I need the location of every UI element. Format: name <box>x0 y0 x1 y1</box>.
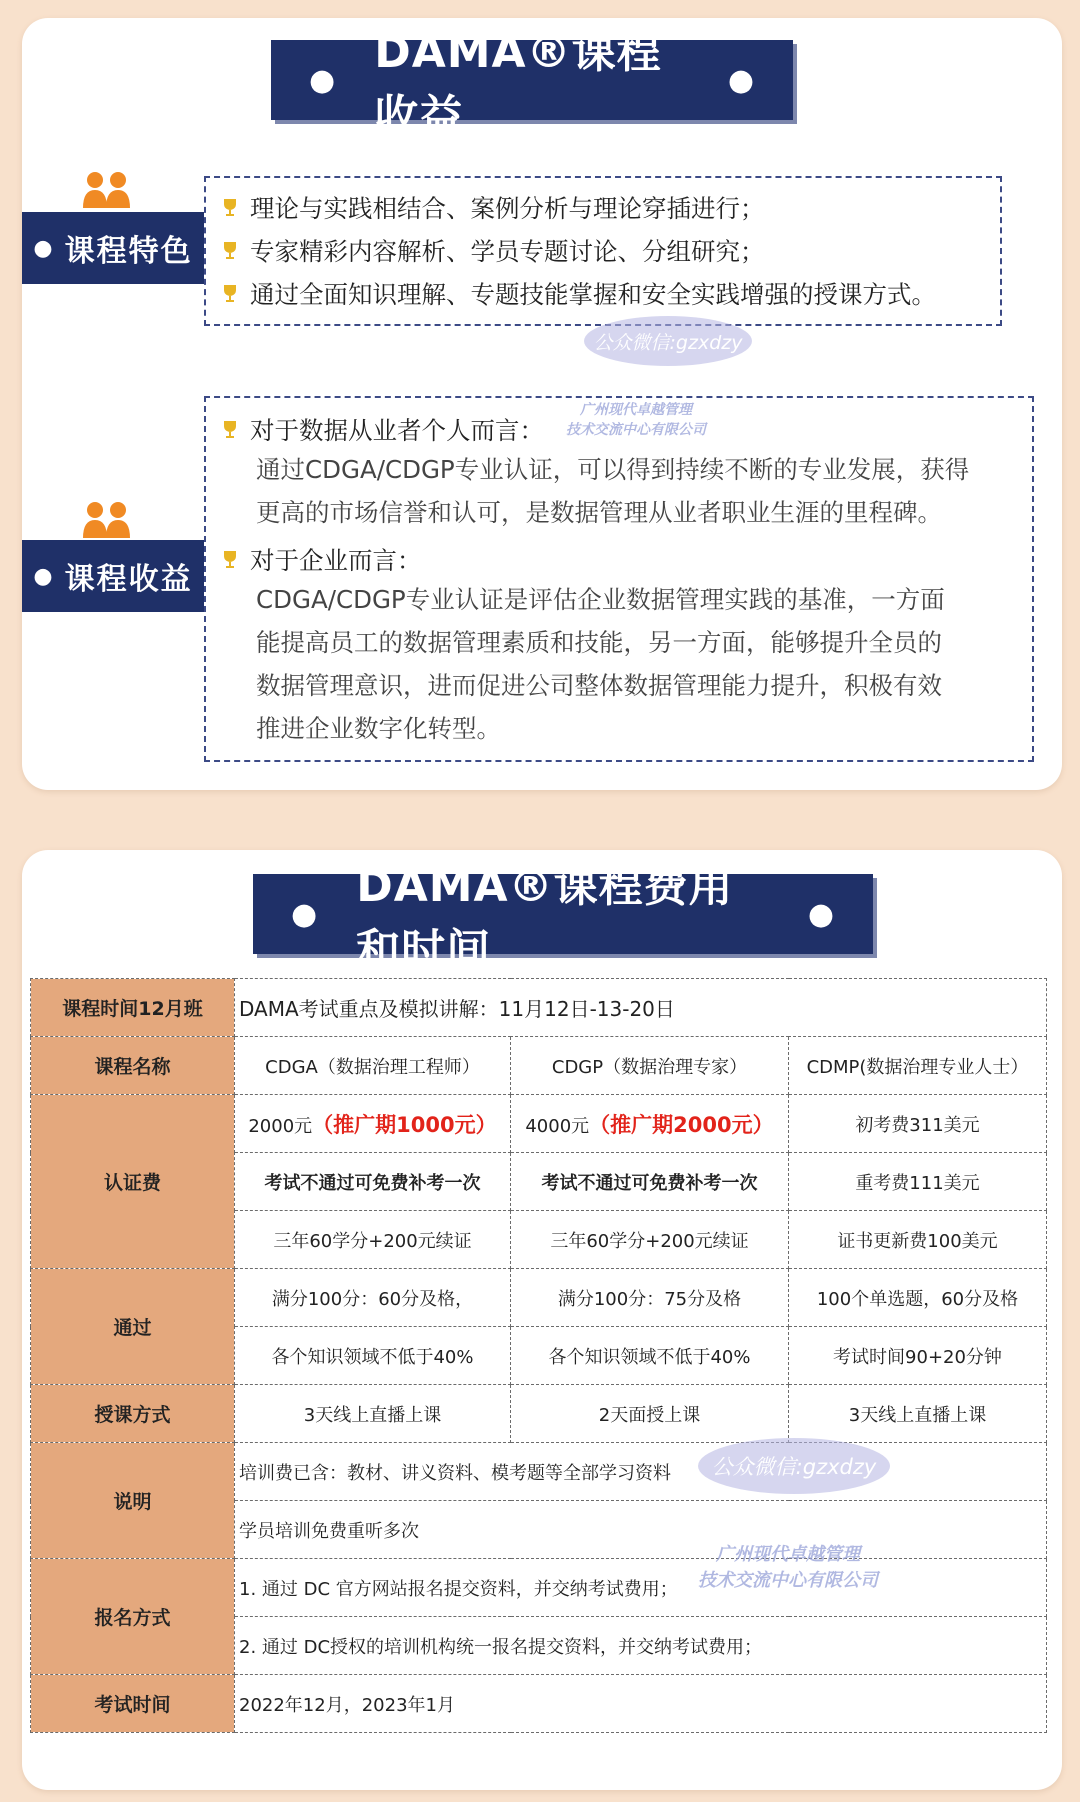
enterprise-paragraph: CDGA/CDGP专业认证是评估企业数据管理实践的基准，一方面 能提高员工的数据管理素质和技能，另一方面，能够提升全员的 数据管理意识，进而促进公司整体数据管理能力提升，积极有效 推进企业数字化转型。 <box>256 585 945 743</box>
bullet-dot-icon: ● <box>33 563 55 589</box>
trophy-icon <box>222 241 238 261</box>
cdga-mode: 3天线上直播上课 <box>235 1385 511 1443</box>
note-materials: 培训费已含：教材、讲义资料、模考题等全部学习资料 <box>235 1443 1047 1501</box>
feature-text: 通过全面知识理解、专题技能掌握和安全实践增强的授课方式。 <box>250 280 936 309</box>
fee-title-banner <box>253 861 873 976</box>
trophy-icon <box>222 550 238 570</box>
company-watermark: 广州现代卓越管理 技术交流中心有限公司 <box>566 402 706 438</box>
cdga-retake: 考试不通过可免费补考一次 <box>235 1153 511 1211</box>
fee-schedule-card <box>22 850 1062 1790</box>
signup-method-2: 2. 通过 DC授权的培训机构统一报名提交资料，并交纳考试费用； <box>235 1617 1047 1675</box>
list-item <box>222 233 765 268</box>
wechat-watermark: 公众微信:gzxdzy <box>698 1438 890 1494</box>
fee-title: DAMA®课程费用和时间 <box>356 861 734 976</box>
cdgp-domain-min: 各个知识领域不低于40% <box>511 1327 789 1385</box>
course-cdmp: CDMP(数据治理专业人士） <box>789 1037 1047 1095</box>
note-replay: 学员培训免费重听多次 <box>235 1501 1047 1559</box>
cdgp-pass: 满分100分：75分及格 <box>511 1269 789 1327</box>
feature-text: 专家精彩内容解析、学员专题讨论、分组研究； <box>250 237 765 266</box>
cdmp-renewal: 证书更新费100美元 <box>789 1211 1047 1269</box>
feature-text: 理论与实践相结合、案例分析与理论穿插进行； <box>250 194 765 223</box>
benefits-title: DAMA®课程收益 <box>374 27 662 142</box>
table-row <box>31 1443 1047 1501</box>
table-row <box>31 1559 1047 1617</box>
gains-label-text: 课程收益 <box>64 562 193 597</box>
cdmp-first-fee: 初考费311美元 <box>789 1095 1047 1153</box>
list-item <box>222 412 544 447</box>
cdga-domain-min: 各个知识领域不低于40% <box>235 1327 511 1385</box>
exam-time-value: 2022年12月，2023年1月 <box>235 1675 1047 1733</box>
course-cdga: CDGA（数据治理工程师） <box>235 1037 511 1095</box>
wechat-watermark: 公众微信:gzxdzy <box>584 316 752 366</box>
enterprise-heading: 对于企业而言： <box>250 546 422 575</box>
mode-header: 授课方式 <box>31 1385 235 1443</box>
cdga-pass: 满分100分：60分及格， <box>235 1269 511 1327</box>
features-box <box>204 176 1002 326</box>
table-row <box>31 1269 1047 1327</box>
schedule-value: DAMA考试重点及模拟讲解：11月12日-13-20日 <box>235 979 1047 1037</box>
bullet-dot-icon: ● <box>291 896 319 932</box>
cdmp-exam-time: 考试时间90+20分钟 <box>789 1327 1047 1385</box>
bullet-dot-icon: ● <box>807 896 835 932</box>
gains-label <box>22 540 204 612</box>
cdga-fee: 2000元（推广期1000元） <box>235 1095 511 1153</box>
list-item <box>222 276 936 311</box>
cdgp-retake: 考试不通过可免费补考一次 <box>511 1153 789 1211</box>
gains-box <box>204 396 1034 762</box>
exam-time-header: 考试时间 <box>31 1675 235 1733</box>
cert-fee-header: 认证费 <box>31 1095 235 1269</box>
bullet-dot-icon: ● <box>309 62 337 98</box>
trophy-icon <box>222 420 238 440</box>
individual-paragraph: 通过CDGA/CDGP专业认证，可以得到持续不断的专业发展，获得 更高的市场信誉和认可，是数据管理从业者职业生涯的里程碑。 <box>256 455 970 527</box>
list-item <box>222 190 765 225</box>
course-name-header: 课程名称 <box>31 1037 235 1095</box>
cdgp-fee: 4000元（推广期2000元） <box>511 1095 789 1153</box>
cdmp-retake-fee: 重考费111美元 <box>789 1153 1047 1211</box>
list-item <box>222 542 422 577</box>
table-row <box>31 1385 1047 1443</box>
table-row <box>31 1095 1047 1153</box>
table-row <box>31 1675 1047 1733</box>
company-watermark: 广州现代卓越管理 技术交流中心有限公司 <box>698 1544 878 1591</box>
cdmp-pass: 100个单选题，60分及格 <box>789 1269 1047 1327</box>
signup-header: 报名方式 <box>31 1559 235 1675</box>
table-row <box>31 1037 1047 1095</box>
cdmp-mode: 3天线上直播上课 <box>789 1385 1047 1443</box>
features-label-text: 课程特色 <box>64 234 193 269</box>
schedule-header: 课程时间12月班 <box>31 979 235 1037</box>
trophy-icon <box>222 198 238 218</box>
bullet-dot-icon: ● <box>33 235 55 261</box>
cdgp-renewal: 三年60学分+200元续证 <box>511 1211 789 1269</box>
signup-method-1: 1. 通过 DC 官方网站报名提交资料，并交纳考试费用； <box>235 1559 1047 1617</box>
cdga-renewal: 三年60学分+200元续证 <box>235 1211 511 1269</box>
benefits-title-banner <box>271 27 793 142</box>
fee-table <box>30 978 1047 1733</box>
table-row <box>31 979 1047 1037</box>
course-cdgp: CDGP（数据治理专家） <box>511 1037 789 1095</box>
people-icon <box>80 500 134 540</box>
notes-header: 说明 <box>31 1443 235 1559</box>
cdgp-mode: 2天面授上课 <box>511 1385 789 1443</box>
features-label <box>22 212 204 284</box>
people-icon <box>80 170 134 210</box>
course-benefits-card <box>22 18 1062 790</box>
trophy-icon <box>222 284 238 304</box>
bullet-dot-icon: ● <box>727 62 755 98</box>
pass-header: 通过 <box>31 1269 235 1385</box>
individual-heading: 对于数据从业者个人而言： <box>250 416 544 445</box>
